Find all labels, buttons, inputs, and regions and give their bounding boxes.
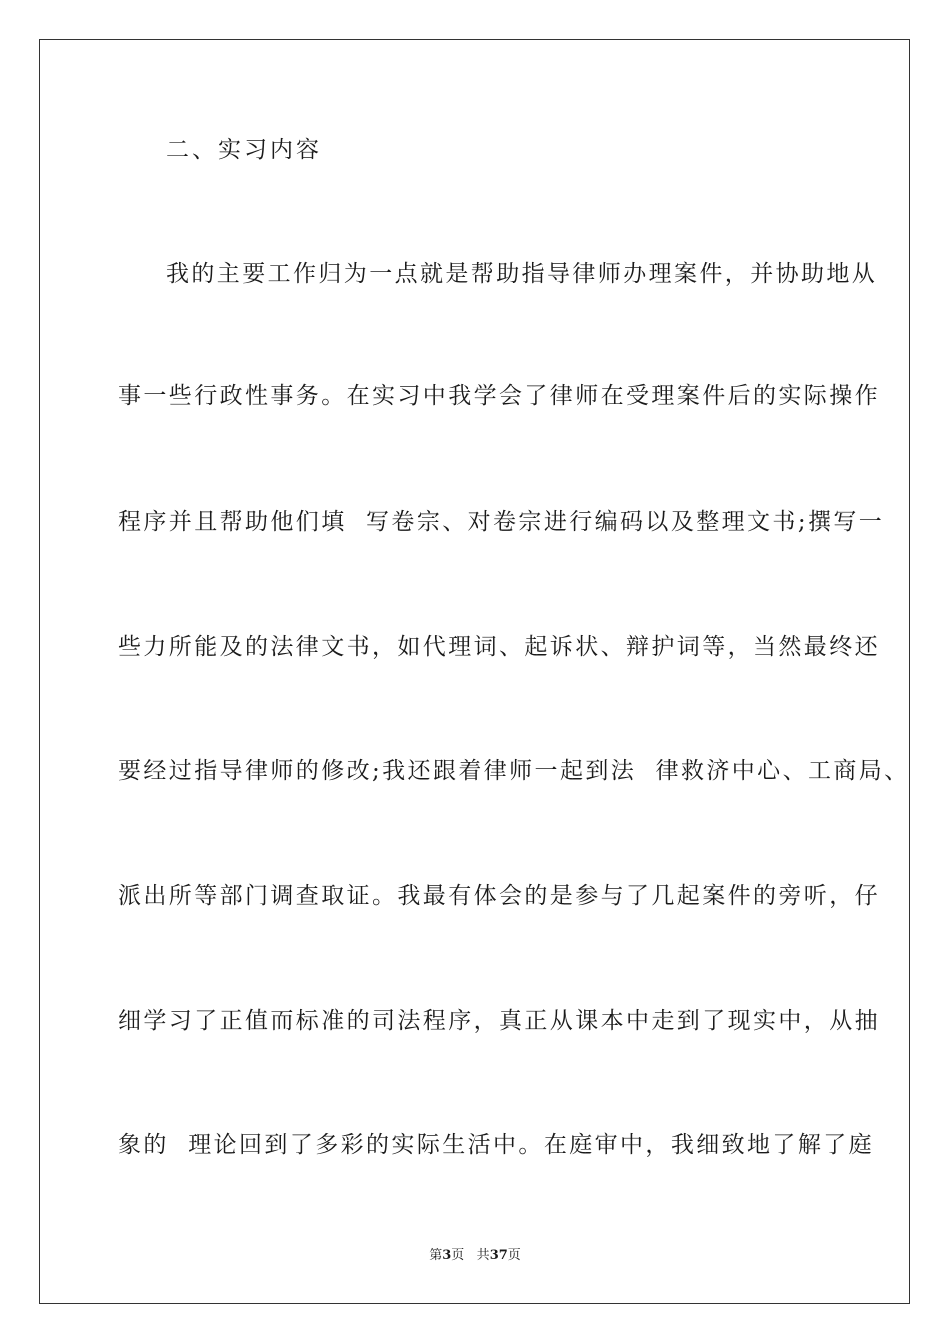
footer-prefix: 第	[429, 1248, 443, 1263]
paragraph-line-5: 要经过指导律师的修改;我还跟着律师一起到法 律救济中心、工商局、	[118, 758, 910, 784]
footer-total-unit: 页	[507, 1248, 521, 1263]
current-page-number: 3	[442, 1248, 452, 1263]
page-border	[39, 39, 910, 1304]
paragraph-line-3: 程序并且帮助他们填 写卷宗、对卷宗进行编码以及整理文书;撰写一	[118, 509, 885, 535]
footer-page-unit: 页	[451, 1248, 465, 1263]
paragraph-line-6: 派出所等部门调查取证。我最有体会的是参与了几起案件的旁听，仔	[118, 883, 880, 909]
paragraph-line-7: 细学习了正值而标准的司法程序，真正从课本中走到了现实中，从抽	[118, 1008, 880, 1034]
section-heading: 二、实习内容	[166, 137, 322, 163]
total-page-count: 37	[489, 1248, 508, 1263]
paragraph-line-1: 我的主要工作归为一点就是帮助指导律师办理案件，并协助地从	[166, 261, 878, 287]
paragraph-line-2: 事一些行政性事务。在实习中我学会了律师在受理案件后的实际操作	[118, 383, 880, 409]
paragraph-line-8: 象的 理论回到了多彩的实际生活中。在庭审中，我细致地了解了庭	[118, 1132, 875, 1158]
paragraph-line-4: 些力所能及的法律文书，如代理词、起诉状、辩护词等，当然最终还	[118, 634, 880, 660]
footer-total-prefix: 共	[476, 1248, 490, 1263]
page-footer	[0, 1247, 950, 1265]
